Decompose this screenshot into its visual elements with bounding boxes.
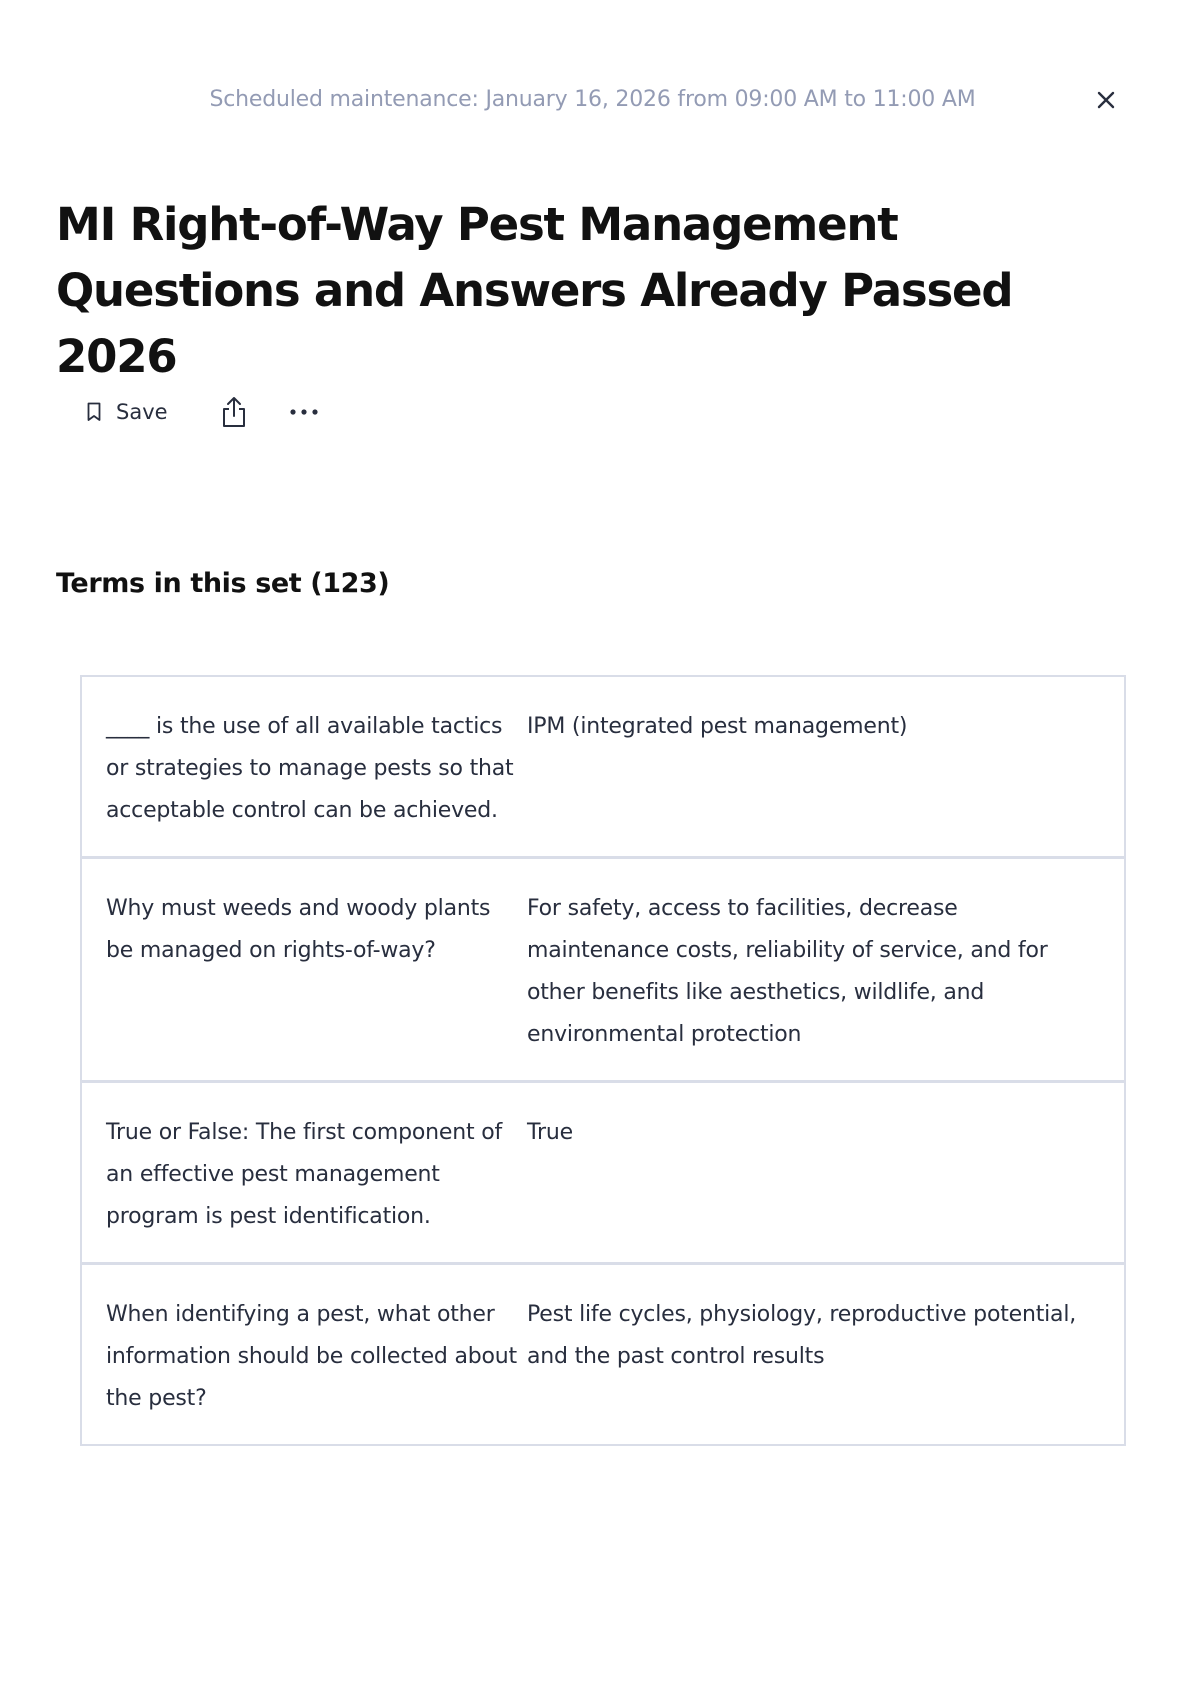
toolbar (78, 390, 326, 434)
terms-heading: Terms in this set (123) (56, 568, 390, 599)
term-row (82, 1262, 1124, 1444)
term-row (82, 856, 1124, 1080)
term-text: Why must weeds and woody plants be managed on rights-of-way? (106, 896, 491, 963)
term-row (82, 1080, 1124, 1262)
definition-text: For safety, access to facilities, decrease maintenance costs, reliability of service, and for other benefits like aesthetics, wildlife, and environmental protection (527, 896, 1048, 1047)
share-button[interactable] (212, 390, 256, 434)
term-text: ____ is the use of all available tactics or strategies to manage pests so that acceptable control can be achieved. (106, 714, 514, 823)
maintenance-banner (0, 82, 1200, 122)
close-icon (1096, 90, 1116, 110)
save-button[interactable] (78, 390, 176, 434)
more-options-button[interactable] (282, 390, 326, 434)
term-text: When identifying a pest, what other information should be collected about the pest? (106, 1302, 517, 1411)
bookmark-icon (86, 402, 102, 422)
term-row (82, 677, 1124, 856)
more-options-icon (289, 408, 319, 416)
banner-text: Scheduled maintenance: January 16, 2026 from 09:00 AM to 11:00 AM (209, 87, 976, 112)
definition-text: True (527, 1120, 573, 1145)
definition-text: Pest life cycles, physiology, reproductive potential, and the past control results (527, 1302, 1077, 1369)
term-text: True or False: The first component of an effective pest management program is pest identification. (106, 1120, 503, 1229)
banner-close-button[interactable] (1088, 82, 1124, 118)
definition-text: IPM (integrated pest management) (527, 714, 908, 739)
page-title: MI Right-of-Way Pest Management Questions and Answers Already Passed 2026 (56, 198, 1013, 383)
share-icon (221, 396, 247, 428)
save-label: Save (116, 400, 168, 424)
terms-table (80, 675, 1126, 1446)
